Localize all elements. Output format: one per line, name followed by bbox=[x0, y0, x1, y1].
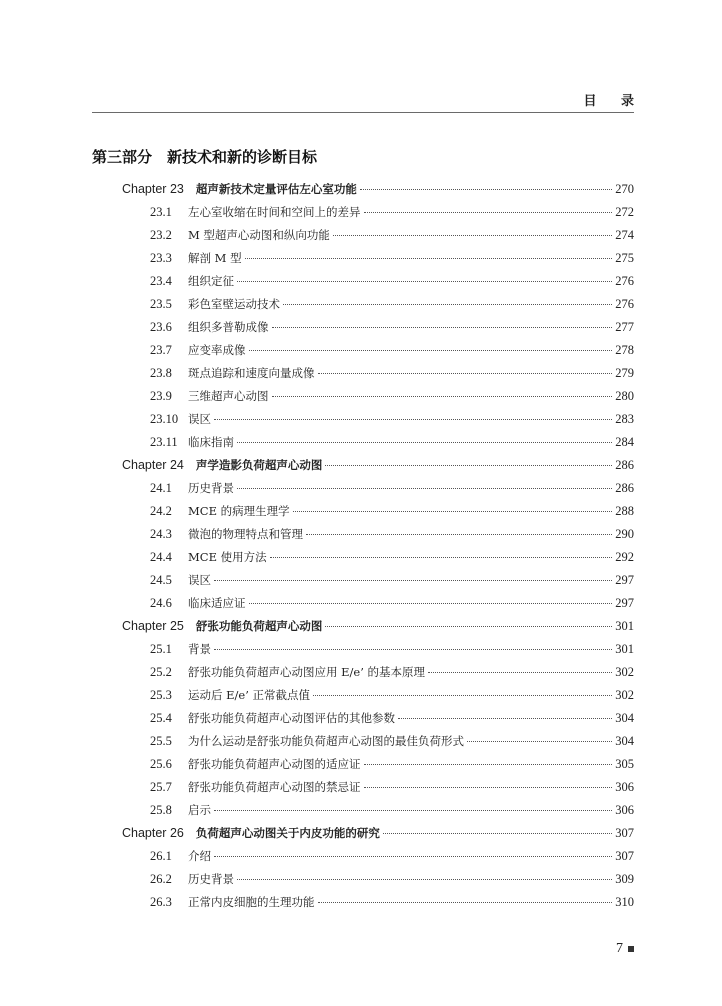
toc-section-row[interactable] bbox=[122, 710, 634, 733]
section-title: 舒张功能负荷超声心动图应用 E/e’ 的基本原理 bbox=[188, 665, 426, 679]
toc-section-row[interactable] bbox=[122, 411, 634, 434]
dot-leader bbox=[237, 281, 612, 282]
dot-leader bbox=[249, 603, 613, 604]
dot-leader bbox=[272, 327, 613, 328]
toc-section-row[interactable] bbox=[122, 802, 634, 825]
section-title: 介绍 bbox=[188, 849, 211, 863]
toc-section-row[interactable] bbox=[122, 595, 634, 618]
toc-page-number: 301 bbox=[615, 619, 634, 633]
toc-page-number: 309 bbox=[615, 872, 634, 886]
toc-section-row[interactable] bbox=[122, 549, 634, 572]
section-title: 误区 bbox=[188, 573, 211, 587]
part-title: 第三部分 新技术和新的诊断目标 bbox=[92, 148, 318, 166]
section-title: 舒张功能负荷超声心动图的适应证 bbox=[188, 757, 361, 771]
dot-leader bbox=[333, 235, 612, 236]
toc-section-row[interactable] bbox=[122, 733, 634, 756]
section-number: 26.1 bbox=[150, 849, 172, 863]
section-number: 23.8 bbox=[150, 366, 172, 380]
section-number: 24.5 bbox=[150, 573, 172, 587]
toc-page-number: 307 bbox=[615, 849, 634, 863]
toc-section-row[interactable] bbox=[122, 319, 634, 342]
chapter-title: 负荷超声心动图关于内皮功能的研究 bbox=[195, 826, 380, 840]
table-of-contents bbox=[122, 181, 634, 917]
dot-leader bbox=[293, 511, 613, 512]
toc-page-number: 310 bbox=[615, 895, 634, 909]
section-title: MCE 的病理生理学 bbox=[188, 504, 290, 518]
toc-page-number: 302 bbox=[615, 665, 634, 679]
toc-page-number: 276 bbox=[615, 297, 634, 311]
toc-page-number: 288 bbox=[615, 504, 634, 518]
section-number: 23.3 bbox=[150, 251, 172, 265]
section-number: 25.3 bbox=[150, 688, 172, 702]
section-number: 23.4 bbox=[150, 274, 172, 288]
section-title: 运动后 E/e’ 正常截点值 bbox=[188, 688, 311, 702]
section-title: 临床适应证 bbox=[188, 596, 246, 610]
toc-page-number: 305 bbox=[615, 757, 634, 771]
toc-chapter-row[interactable] bbox=[122, 181, 634, 204]
section-number: 24.1 bbox=[150, 481, 172, 495]
toc-page-number: 279 bbox=[615, 366, 634, 380]
dot-leader bbox=[428, 672, 612, 673]
section-title: 三维超声心动图 bbox=[188, 389, 269, 403]
section-title: 斑点追踪和速度向量成像 bbox=[188, 366, 315, 380]
section-title: 临床指南 bbox=[188, 435, 234, 449]
section-title: 历史背景 bbox=[188, 872, 234, 886]
section-number: 24.3 bbox=[150, 527, 172, 541]
toc-page-number: 274 bbox=[615, 228, 634, 242]
header-title: 目 录 bbox=[583, 94, 644, 109]
toc-page-number: 301 bbox=[615, 642, 634, 656]
toc-section-row[interactable] bbox=[122, 365, 634, 388]
chapter-title: 舒张功能负荷超声心动图 bbox=[195, 619, 323, 633]
dot-leader bbox=[398, 718, 612, 719]
dot-leader bbox=[306, 534, 612, 535]
toc-section-row[interactable] bbox=[122, 227, 634, 250]
toc-section-row[interactable] bbox=[122, 342, 634, 365]
dot-leader bbox=[325, 626, 612, 627]
section-number: 23.7 bbox=[150, 343, 172, 357]
dot-leader bbox=[245, 258, 613, 259]
dot-leader bbox=[283, 304, 612, 305]
dot-leader bbox=[237, 442, 612, 443]
toc-section-row[interactable] bbox=[122, 296, 634, 319]
section-number: 25.4 bbox=[150, 711, 172, 725]
toc-page-number: 276 bbox=[615, 274, 634, 288]
dot-leader bbox=[325, 465, 612, 466]
dot-leader bbox=[237, 879, 612, 880]
toc-section-row[interactable] bbox=[122, 756, 634, 779]
dot-leader bbox=[364, 764, 613, 765]
section-title: 启示 bbox=[188, 803, 211, 817]
section-number: 23.10 bbox=[150, 412, 179, 426]
section-title: 舒张功能负荷超声心动图评估的其他参数 bbox=[188, 711, 395, 725]
toc-page-number: 275 bbox=[615, 251, 634, 265]
chapter-title: 声学造影负荷超声心动图 bbox=[195, 458, 323, 472]
square-icon bbox=[628, 946, 634, 952]
toc-page-number: 292 bbox=[615, 550, 634, 564]
section-title: M 型超声心动图和纵向功能 bbox=[188, 228, 330, 242]
toc-chapter-row[interactable] bbox=[122, 825, 634, 848]
section-number: 23.9 bbox=[150, 389, 172, 403]
dot-leader bbox=[249, 350, 613, 351]
toc-section-row[interactable] bbox=[122, 434, 634, 457]
section-number: 24.2 bbox=[150, 504, 172, 518]
section-number: 26.2 bbox=[150, 872, 172, 886]
toc-page-number: 280 bbox=[615, 389, 634, 403]
page-number: 7 bbox=[616, 941, 623, 956]
section-title: 解剖 M 型 bbox=[188, 251, 242, 265]
toc-section-row[interactable] bbox=[122, 480, 634, 503]
toc-section-row[interactable] bbox=[122, 871, 634, 894]
toc-page-number: 297 bbox=[615, 573, 634, 587]
toc-page-number: 286 bbox=[615, 481, 634, 495]
toc-section-row[interactable] bbox=[122, 572, 634, 595]
toc-page-number: 284 bbox=[615, 435, 634, 449]
dot-leader bbox=[214, 419, 612, 420]
section-number: 25.6 bbox=[150, 757, 172, 771]
toc-chapter-row[interactable] bbox=[122, 618, 634, 641]
section-number: 25.5 bbox=[150, 734, 172, 748]
dot-leader bbox=[214, 649, 612, 650]
chapter-title: 超声新技术定量评估左心室功能 bbox=[195, 182, 357, 196]
page-footer bbox=[616, 941, 634, 957]
dot-leader bbox=[313, 695, 612, 696]
toc-page-number: 297 bbox=[615, 596, 634, 610]
dot-leader bbox=[364, 212, 613, 213]
toc-section-row[interactable] bbox=[122, 273, 634, 296]
dot-leader bbox=[237, 488, 612, 489]
section-title: 误区 bbox=[188, 412, 211, 426]
toc-page-number: 278 bbox=[615, 343, 634, 357]
toc-page-number: 306 bbox=[615, 803, 634, 817]
toc-page-number: 304 bbox=[615, 734, 634, 748]
chapter-label: Chapter 23 bbox=[122, 182, 184, 196]
section-title: 正常内皮细胞的生理功能 bbox=[188, 895, 315, 909]
toc-section-row[interactable] bbox=[122, 641, 634, 664]
dot-leader bbox=[360, 189, 612, 190]
dot-leader bbox=[214, 580, 612, 581]
section-number: 23.1 bbox=[150, 205, 172, 219]
section-number: 25.2 bbox=[150, 665, 172, 679]
dot-leader bbox=[272, 396, 613, 397]
toc-page-number: 304 bbox=[615, 711, 634, 725]
toc-page-number: 270 bbox=[615, 182, 634, 196]
dot-leader bbox=[318, 902, 613, 903]
section-number: 25.1 bbox=[150, 642, 172, 656]
section-number: 25.8 bbox=[150, 803, 172, 817]
section-number: 23.2 bbox=[150, 228, 172, 242]
dot-leader bbox=[214, 810, 612, 811]
chapter-label: Chapter 25 bbox=[122, 619, 184, 633]
section-number: 23.5 bbox=[150, 297, 172, 311]
section-number: 23.6 bbox=[150, 320, 172, 334]
section-title: 历史背景 bbox=[188, 481, 234, 495]
toc-section-row[interactable] bbox=[122, 894, 634, 917]
section-title: 舒张功能负荷超声心动图的禁忌证 bbox=[188, 780, 361, 794]
section-title: 左心室收缩在时间和空间上的差异 bbox=[188, 205, 361, 219]
toc-section-row[interactable] bbox=[122, 204, 634, 227]
toc-section-row[interactable] bbox=[122, 687, 634, 710]
section-title: 微泡的物理特点和管理 bbox=[188, 527, 303, 541]
chapter-label: Chapter 24 bbox=[122, 458, 184, 472]
toc-page-number: 277 bbox=[615, 320, 634, 334]
section-title: 组织多普勒成像 bbox=[188, 320, 269, 334]
toc-page-number: 283 bbox=[615, 412, 634, 426]
section-number: 24.6 bbox=[150, 596, 172, 610]
section-number: 23.11 bbox=[150, 435, 178, 449]
dot-leader bbox=[270, 557, 613, 558]
section-number: 25.7 bbox=[150, 780, 172, 794]
toc-section-row[interactable] bbox=[122, 250, 634, 273]
toc-section-row[interactable] bbox=[122, 526, 634, 549]
toc-page-number: 272 bbox=[615, 205, 634, 219]
dot-leader bbox=[318, 373, 613, 374]
section-title: MCE 使用方法 bbox=[188, 550, 267, 564]
toc-section-row[interactable] bbox=[122, 664, 634, 687]
section-title: 为什么运动是舒张功能负荷超声心动图的最佳负荷形式 bbox=[188, 734, 464, 748]
dot-leader bbox=[364, 787, 613, 788]
toc-page-number: 306 bbox=[615, 780, 634, 794]
page-header bbox=[92, 88, 644, 113]
toc-page-number: 286 bbox=[615, 458, 634, 472]
toc-page-number: 302 bbox=[615, 688, 634, 702]
dot-leader bbox=[467, 741, 612, 742]
section-title: 彩色室壁运动技术 bbox=[188, 297, 280, 311]
section-title: 应变率成像 bbox=[188, 343, 246, 357]
toc-chapter-row[interactable] bbox=[122, 457, 634, 480]
dot-leader bbox=[383, 833, 612, 834]
toc-page-number: 307 bbox=[615, 826, 634, 840]
section-number: 24.4 bbox=[150, 550, 172, 564]
toc-section-row[interactable] bbox=[122, 503, 634, 526]
toc-section-row[interactable] bbox=[122, 779, 634, 802]
dot-leader bbox=[214, 856, 612, 857]
toc-page-number: 290 bbox=[615, 527, 634, 541]
section-number: 26.3 bbox=[150, 895, 172, 909]
toc-section-row[interactable] bbox=[122, 388, 634, 411]
section-title: 背景 bbox=[188, 642, 211, 656]
section-title: 组织定征 bbox=[188, 274, 234, 288]
chapter-label: Chapter 26 bbox=[122, 826, 184, 840]
toc-section-row[interactable] bbox=[122, 848, 634, 871]
